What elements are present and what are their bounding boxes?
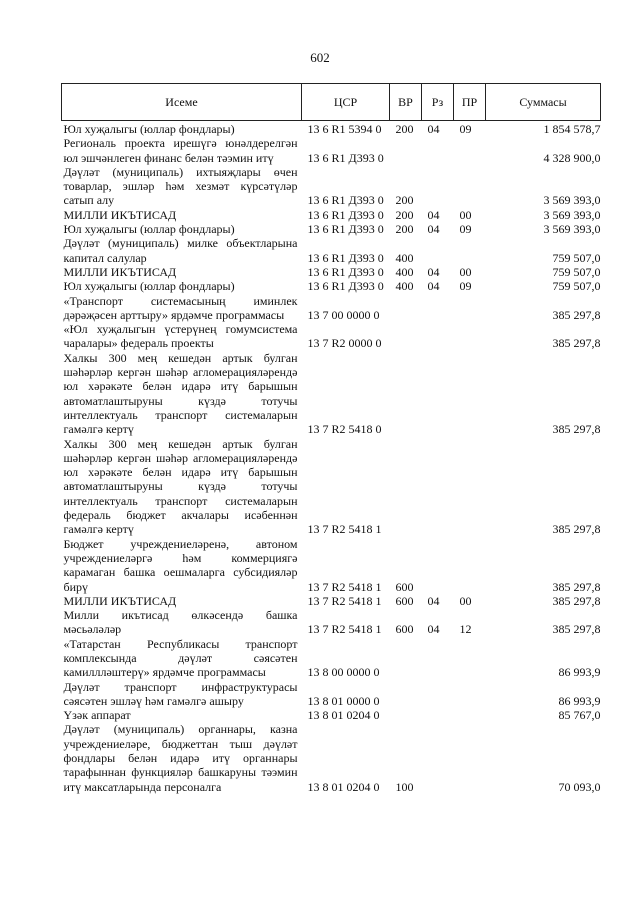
- cell-name: «Юл хуҗалыгын үстерүнең гомумсистема чаралары» федераль проекты: [63, 322, 298, 351]
- cell-pr: [454, 236, 486, 265]
- cell-pr: 09: [459, 122, 472, 136]
- table-row: [62, 279, 601, 293]
- cell-name: Милли икътисад өлкәсендә башка мәсьәләләр: [63, 608, 298, 637]
- cell-csr: 13 7 R2 5418 0: [307, 422, 382, 437]
- cell-sum: 385 297,8: [552, 522, 601, 537]
- cell-csr: 13 6 R1 Д393 0: [307, 222, 384, 237]
- cell-vr: [390, 437, 422, 537]
- cell-sum: 86 993,9: [558, 665, 601, 680]
- cell-name: Дәүләт транспорт инфраструктурасы сәясәтен эшләү һәм гамәлгә ашыру: [63, 679, 298, 708]
- cell-vr: 100: [395, 779, 414, 794]
- cell-pr: [454, 437, 486, 537]
- cell-sum: 3 569 393,0: [543, 207, 601, 222]
- cell-sum: 3 569 393,0: [543, 193, 601, 208]
- cell-name: «Транспорт системасының иминлек дәрәҗәсен арттыру» ярдәмче программасы: [63, 293, 298, 322]
- cell-rz: 04: [427, 622, 440, 637]
- cell-csr: 13 7 R2 5418 1: [307, 593, 382, 608]
- table-row: [62, 208, 601, 222]
- cell-csr: 13 6 R1 Д393 0: [307, 193, 384, 208]
- cell-sum: 385 297,8: [552, 307, 601, 322]
- table-row: [62, 322, 601, 351]
- cell-name: МИЛЛИ ИКЪТИСАД: [63, 593, 177, 608]
- cell-csr: 13 7 00 0000 0: [307, 307, 380, 322]
- cell-sum: 385 297,8: [552, 422, 601, 437]
- cell-vr: 600: [395, 622, 414, 637]
- cell-rz: [422, 680, 454, 709]
- cell-rz: [422, 708, 454, 722]
- cell-pr: [454, 537, 486, 594]
- cell-csr: 13 7 R2 5418 1: [307, 579, 382, 594]
- cell-vr: 600: [395, 579, 414, 594]
- cell-pr: 00: [459, 207, 472, 222]
- cell-name: МИЛЛИ ИКЪТИСАД: [63, 264, 177, 279]
- cell-vr: 400: [395, 264, 414, 279]
- cell-sum: 385 297,8: [552, 336, 601, 351]
- cell-pr: [454, 351, 486, 437]
- header-name: Исеме: [62, 84, 302, 121]
- cell-csr: 13 8 01 0204 0: [307, 779, 380, 794]
- table-row: [62, 236, 601, 265]
- table-row: [62, 637, 601, 680]
- cell-sum: 385 297,8: [552, 622, 601, 637]
- cell-vr: 400: [395, 250, 414, 265]
- cell-csr: 13 8 00 0000 0: [307, 665, 380, 680]
- cell-name: МИЛЛИ ИКЪТИСАД: [63, 207, 177, 222]
- cell-rz: [422, 537, 454, 594]
- cell-vr: [390, 680, 422, 709]
- table-row: [62, 437, 601, 537]
- cell-sum: 759 507,0: [552, 279, 601, 294]
- cell-sum: 86 993,9: [558, 693, 601, 708]
- cell-sum: 759 507,0: [552, 264, 601, 279]
- cell-pr: 12: [459, 622, 472, 637]
- cell-vr: 200: [395, 222, 414, 237]
- cell-csr: 13 6 R1 Д393 0: [307, 279, 384, 294]
- cell-name: «Татарстан Республикасы транспорт комплексында дәүләт сәясәтен камиллләштерү» ярдәмче программасы: [63, 636, 298, 680]
- cell-csr: 13 8 01 0204 0: [307, 708, 380, 723]
- cell-vr: [390, 136, 422, 165]
- cell-vr: 200: [395, 122, 414, 136]
- cell-vr: 200: [395, 193, 414, 208]
- table-row: [62, 351, 601, 437]
- cell-pr: [454, 708, 486, 722]
- table-row: [62, 265, 601, 279]
- cell-csr: 13 6 R1 Д393 0: [307, 264, 384, 279]
- cell-pr: [454, 294, 486, 323]
- cell-name: Дәүләт (муниципаль) милке объектларына капитал салулар: [63, 236, 298, 265]
- cell-sum: 759 507,0: [552, 250, 601, 265]
- cell-pr: [454, 680, 486, 709]
- cell-vr: [390, 351, 422, 437]
- cell-name: Үзәк аппарат: [63, 708, 131, 723]
- cell-pr: [454, 136, 486, 165]
- cell-csr: 13 6 R1 Д393 0: [307, 207, 384, 222]
- cell-rz: [422, 236, 454, 265]
- table-row: [62, 594, 601, 608]
- table-row: [62, 608, 601, 637]
- cell-rz: 04: [427, 264, 440, 279]
- cell-name: Халкы 300 мең кешедән артык булган шәһәрләр кергән шәһәр агломерацияләрендә юл хәрәкәте белән идарә итү барышын автоматлаштыруны күздә тотучы интеллектуаль транспорт системаларын федераль бюджет акчалары исәбеннән гамәлгә кертү: [63, 436, 298, 537]
- table-row: [62, 722, 601, 793]
- cell-vr: [390, 322, 422, 351]
- cell-csr: 13 7 R2 5418 1: [307, 522, 382, 537]
- cell-rz: 04: [427, 207, 440, 222]
- header-pr: ПР: [454, 84, 486, 121]
- cell-pr: [454, 322, 486, 351]
- cell-vr: [390, 708, 422, 722]
- budget-table: [61, 83, 601, 794]
- cell-rz: [422, 637, 454, 680]
- cell-csr: 13 7 R2 0000 0: [307, 336, 382, 351]
- cell-rz: [422, 351, 454, 437]
- cell-pr: 09: [459, 222, 472, 237]
- table-row: [62, 708, 601, 722]
- cell-pr: [454, 637, 486, 680]
- cell-rz: 04: [427, 222, 440, 237]
- cell-rz: [422, 294, 454, 323]
- cell-name: Региональ проекта ирешүгә юнәлдерелгән юл эшчәнлеген финанс белән тәэмин итү: [63, 136, 298, 165]
- page-number: 602: [310, 50, 330, 65]
- cell-rz: [422, 322, 454, 351]
- table-row: [62, 680, 601, 709]
- cell-pr: 09: [459, 279, 472, 294]
- cell-csr: 13 6 R1 Д393 0: [307, 250, 384, 265]
- table-row: [62, 537, 601, 594]
- cell-rz: [422, 437, 454, 537]
- cell-csr: 13 6 R1 5394 0: [307, 122, 382, 136]
- header-vr: ВР: [390, 84, 422, 121]
- cell-csr: 13 7 R2 5418 1: [307, 622, 382, 637]
- table-row: [62, 136, 601, 165]
- cell-sum: 85 767,0: [558, 708, 601, 723]
- cell-pr: [454, 722, 486, 793]
- cell-sum: 385 297,8: [552, 593, 601, 608]
- table-row: [62, 165, 601, 208]
- cell-csr: 13 6 R1 Д393 0: [307, 150, 384, 165]
- cell-name: Юл хуҗалыгы (юллар фондлары): [63, 222, 235, 237]
- cell-vr: [390, 294, 422, 323]
- cell-sum: 70 093,0: [558, 779, 601, 794]
- table-row: [62, 121, 601, 137]
- cell-vr: [390, 637, 422, 680]
- cell-sum: 385 297,8: [552, 579, 601, 594]
- table-row: [62, 294, 601, 323]
- table-header: [62, 84, 601, 121]
- cell-rz: [422, 722, 454, 793]
- cell-pr: [454, 165, 486, 208]
- cell-vr: 400: [395, 279, 414, 294]
- cell-rz: 04: [427, 279, 440, 294]
- header-sum: Суммасы: [486, 84, 601, 121]
- cell-csr: 13 8 01 0000 0: [307, 693, 380, 708]
- cell-name: Юл хуҗалыгы (юллар фондлары): [63, 122, 235, 136]
- cell-name: Халкы 300 мең кешедән артык булган шәһәрләр кергән шәһәр агломерацияләрендә юл хәрәкәте белән идарә итү барышын автоматлаштыруны күздә тотучы интеллектуаль транспорт системаларын гамәлгә кертү: [63, 350, 298, 437]
- cell-name: Дәүләт (муниципаль) органнары, казна учреждениеләре, бюджеттан тыш дәүләт фондлары белән идарә итү органнары тарафыннан функцияләр башкаруны тәэмин итү максатларында персоналга: [63, 722, 298, 794]
- cell-pr: 00: [459, 264, 472, 279]
- cell-pr: 00: [459, 593, 472, 608]
- cell-rz: 04: [427, 593, 440, 608]
- cell-rz: [422, 136, 454, 165]
- table-body: [62, 121, 601, 794]
- cell-name: Юл хуҗалыгы (юллар фондлары): [63, 279, 235, 294]
- table-row: [62, 222, 601, 236]
- cell-name: Бюджет учреждениеләренә, автоном учреждениеләргә һәм коммерциягә карамаган башка оешмаларга субсидияләр бирү: [63, 536, 298, 594]
- header-csr: ЦСР: [302, 84, 390, 121]
- header-rz: Рз: [422, 84, 454, 121]
- cell-vr: 200: [395, 207, 414, 222]
- cell-sum: 3 569 393,0: [543, 222, 601, 237]
- cell-vr: 600: [395, 593, 414, 608]
- cell-rz: [422, 165, 454, 208]
- cell-sum: 1 854 578,7: [543, 122, 601, 136]
- cell-name: Дәүләт (муниципаль) ихтыяҗлары өчен товарлар, эшләр һәм хезмәт күрсәтүләр сатып алу: [63, 164, 298, 208]
- cell-sum: 4 328 900,0: [543, 150, 601, 165]
- cell-rz: 04: [427, 122, 440, 136]
